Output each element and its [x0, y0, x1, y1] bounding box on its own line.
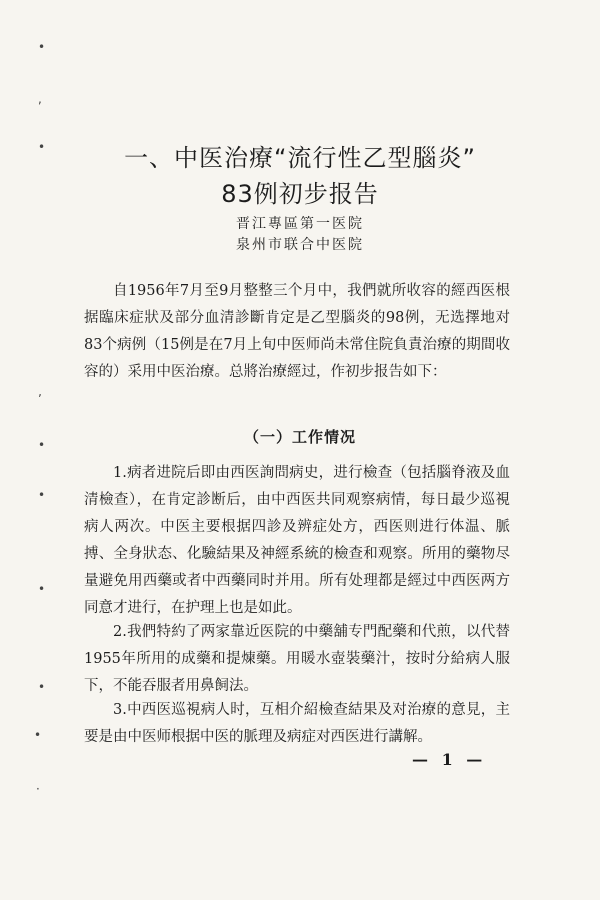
margin-mark: •: [38, 488, 46, 502]
author-institution: 晋江專區第一医院: [236, 216, 364, 232]
title-line-1: 一、中医治療“流行性乙型腦炎”: [124, 144, 476, 172]
margin-mark: •: [38, 582, 46, 596]
margin-mark: •: [38, 438, 46, 452]
margin-mark: ·: [36, 782, 40, 796]
page-number: — 1 —: [412, 750, 487, 769]
title-line-2: 83例初步报告: [221, 180, 379, 208]
intro-paragraph: 自1956年7月至9月整整三个月中，我們就所收容的經西医根据臨床症狀及部分血清診斷肯定是乙型腦炎的98例，无选擇地对83个病例（15例是在7月上旬中医师尚未常住院負責治療的期間收容的）采用中医治療。总將治療經过，作初步报告如下：: [84, 283, 510, 380]
body-paragraph: 1.病者进院后即由西医詢問病史，进行檢查（包括腦脊液及血清檢查），在肯定診断后，由中西医共同观察病情，每日最少巡視病人两次。中医主要根据四診及辨症处方，西医则进行体温、脈搏、全身狀态、化驗結果及神經系統的檢查和观察。所用的藥物尽量避免用西藥或者中西藥同时并用。所有处理都是經过中西医两方同意才进行，在护理上也是如此。: [84, 465, 510, 616]
section-heading: （一）工作情况: [243, 428, 356, 446]
margin-mark: •: [38, 140, 46, 154]
margin-mark: •: [38, 680, 46, 694]
margin-mark: ,: [38, 92, 42, 106]
margin-mark: ʼ: [38, 392, 42, 406]
authors: [0, 214, 600, 256]
author-institution: 泉州市联合中医院: [236, 237, 364, 253]
margin-mark: •: [34, 728, 42, 742]
body-paragraph: 3.中西医巡視病人时，互相介紹檢查結果及对治療的意見，主要是由中医师根据中医的脈理及病症对西医进行講解。: [84, 702, 510, 745]
margin-mark: •: [38, 40, 46, 54]
body-paragraph: 2.我們特約了两家靠近医院的中藥舖专門配藥和代煎，以代替1955年所用的成藥和提煉藥。用暖水壺裝藥汁，按时分給病人服下，不能吞服者用鼻飼法。: [84, 624, 510, 694]
